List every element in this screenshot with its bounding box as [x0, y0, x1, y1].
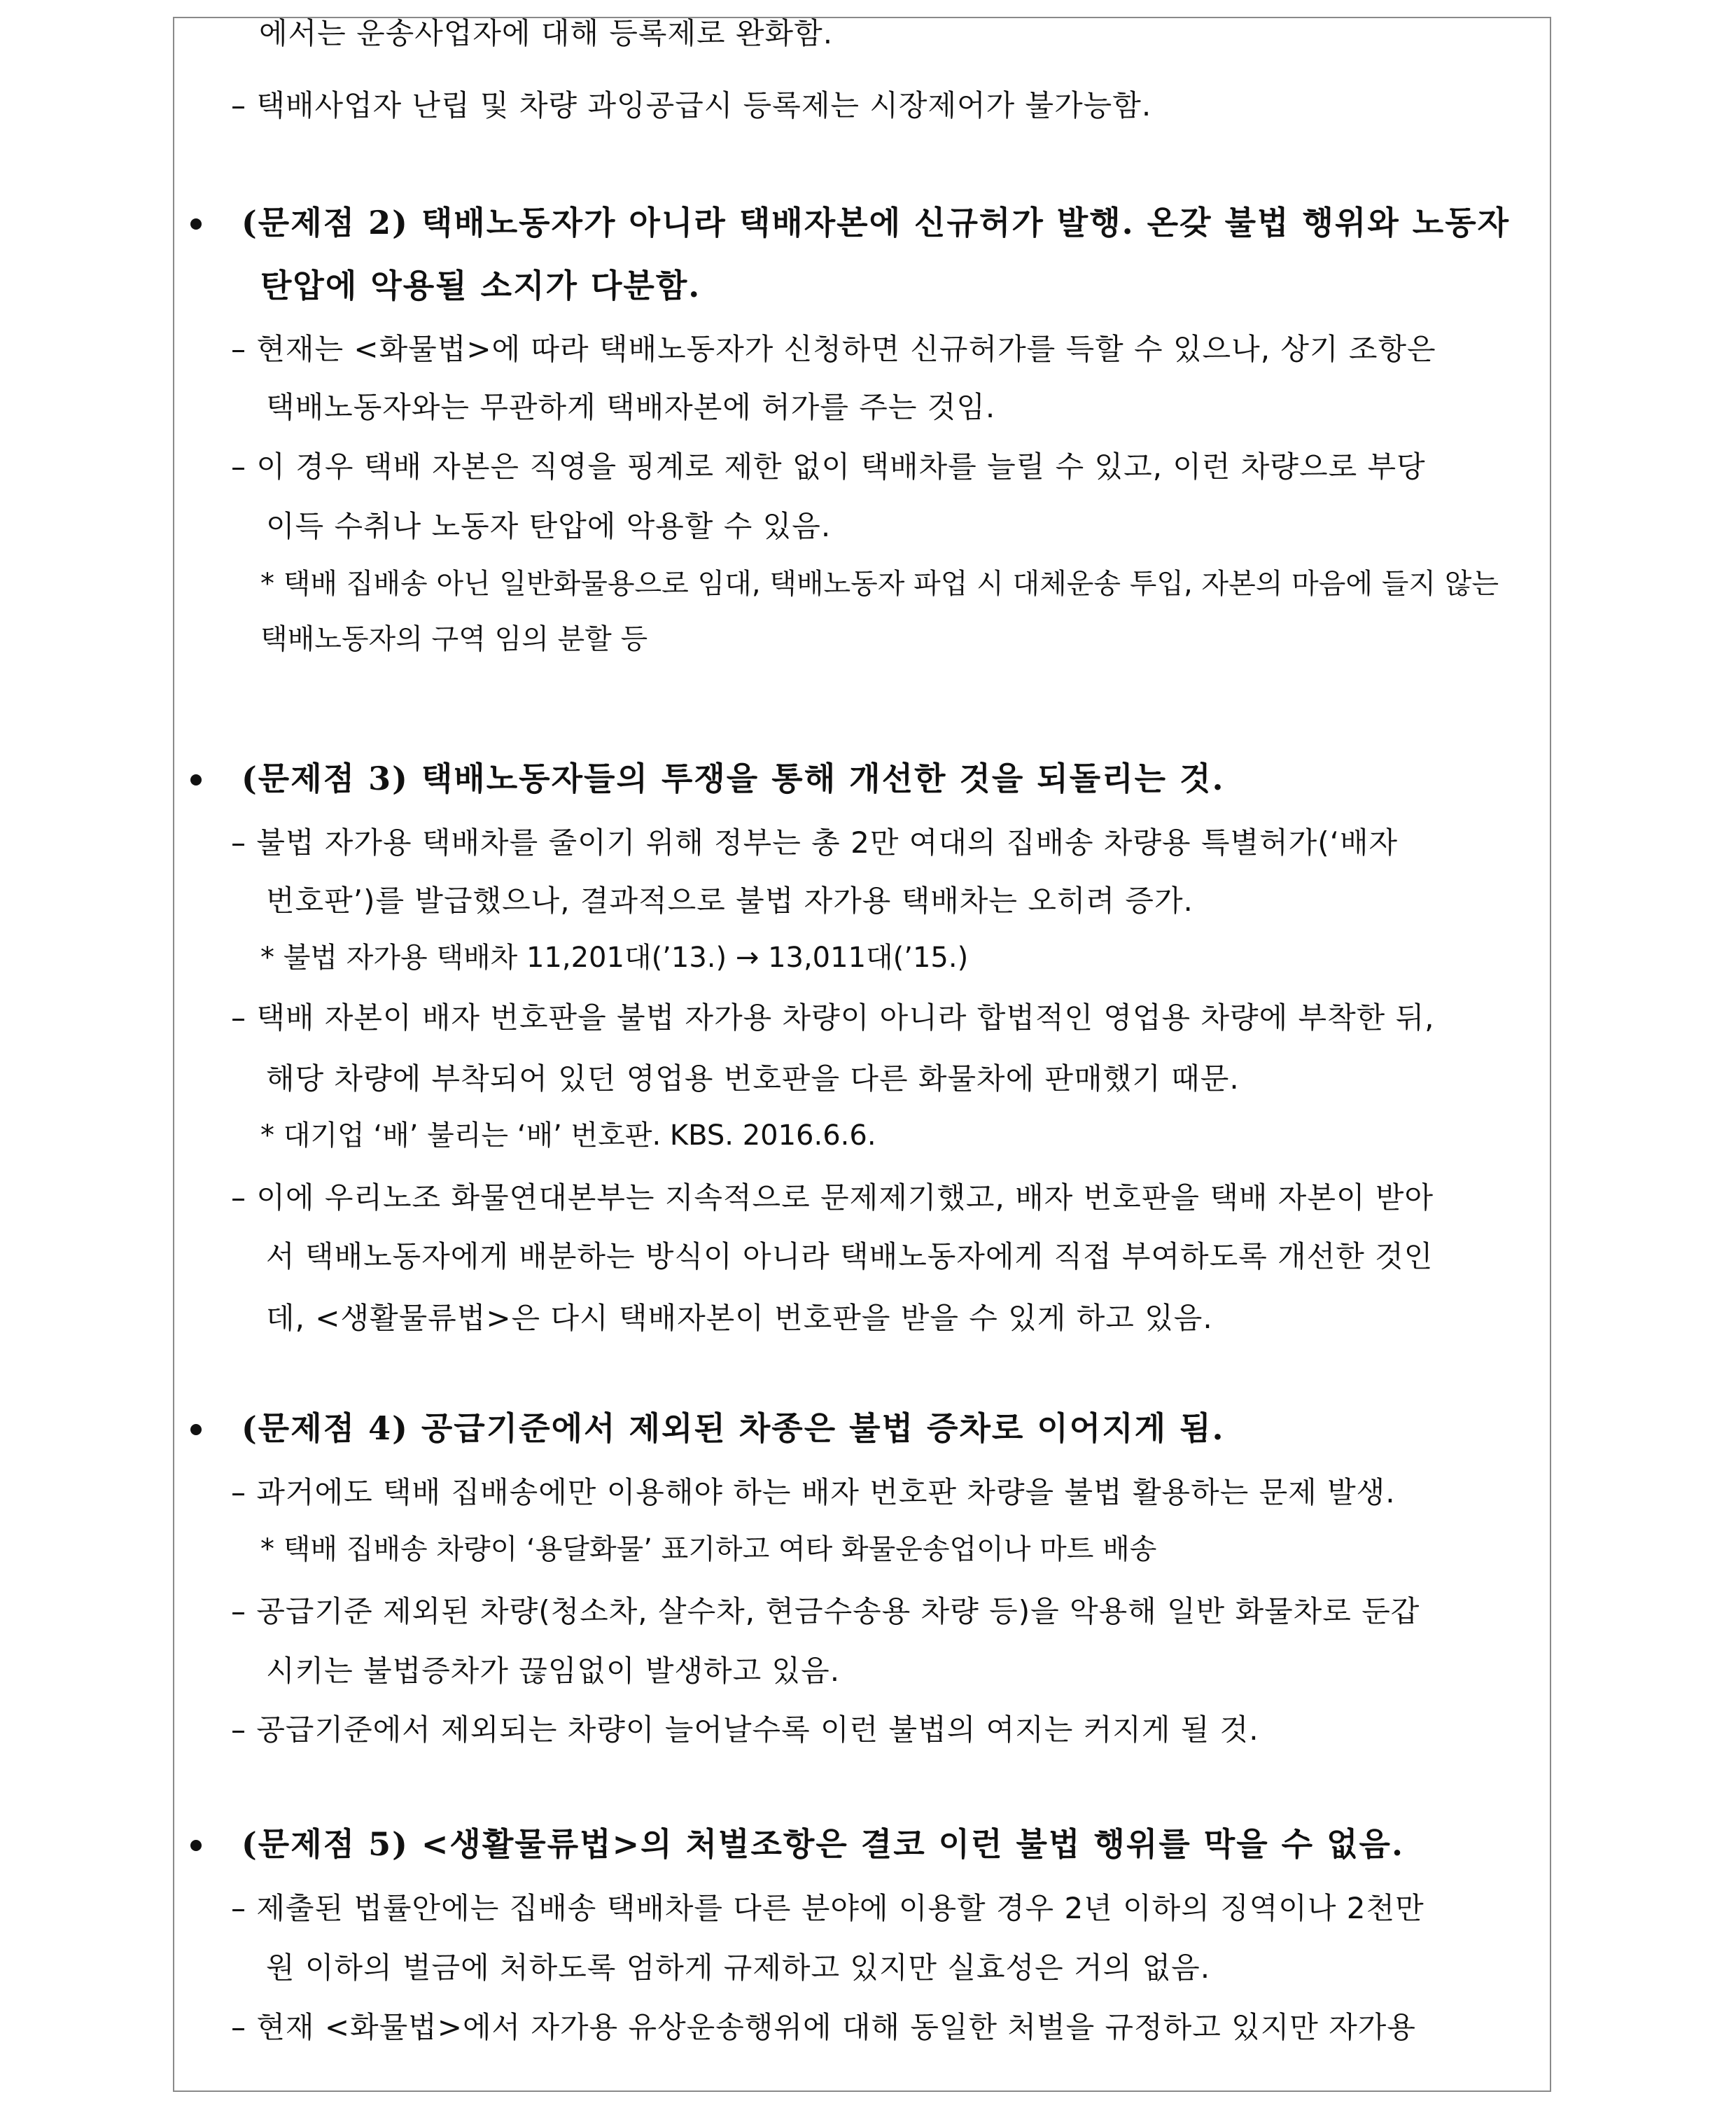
- section-heading: (문제점 3) 택배노동자들의 투쟁을 통해 개선한 것을 되돌리는 것.: [241, 760, 1225, 797]
- text-line: 서 택배노동자에게 배분하는 방식이 아니라 택배노동자에게 직접 부여하도록 개선한 것인: [266, 1239, 1434, 1273]
- text-line: 번호판’)를 발급했으나, 결과적으로 불법 자가용 택배차는 오히려 증가.: [266, 884, 1194, 918]
- text-line: – 공급기준 제외된 차량(청소차, 살수차, 현금수송용 차량 등)을 악용해 일반 화물차로 둔갑: [231, 1594, 1420, 1628]
- text-line: 에서는 운송사업자에 대해 등록제로 완화함.: [259, 16, 834, 50]
- text-line: – 택배 자본이 배자 번호판을 불법 자가용 차량이 아니라 합법적인 영업용 차량에 부착한 뒤,: [231, 1000, 1435, 1035]
- text-line: – 불법 자가용 택배차를 줄이기 위해 정부는 총 2만 여대의 집배송 차량용 특별허가(‘배자: [231, 825, 1399, 860]
- text-line: – 현재 <화물법>에서 자가용 유상운송행위에 대해 동일한 처벌을 규정하고 있지만 자가용: [231, 2010, 1416, 2044]
- document-frame: [173, 17, 1551, 2092]
- text-line: – 과거에도 택배 집배송에만 이용해야 하는 배자 번호판 차량을 불법 활용하는 문제 발생.: [231, 1475, 1396, 1509]
- text-line: – 제출된 법률안에는 집배송 택배차를 다른 분야에 이용할 경우 2년 이하의 징역이나 2천만: [231, 1891, 1424, 1925]
- text-line: – 이 경우 택배 자본은 직영을 핑계로 제한 없이 택배차를 늘릴 수 있고, 이런 차량으로 부당: [231, 449, 1426, 484]
- text-line: 원 이하의 벌금에 처하도록 엄하게 규제하고 있지만 실효성은 거의 없음.: [266, 1950, 1211, 1985]
- text-line: – 공급기준에서 제외되는 차량이 늘어날수록 이런 불법의 여지는 커지게 될 것.: [231, 1712, 1259, 1747]
- text-line: – 이에 우리노조 화물연대본부는 지속적으로 문제제기했고, 배자 번호판을 택배 자본이 받아: [231, 1180, 1434, 1215]
- bullet-icon: [190, 1840, 202, 1851]
- text-line: 시키는 불법증차가 끊임없이 발생하고 있음.: [266, 1654, 841, 1688]
- text-line: 데, <생활물류법>은 다시 택배자본이 번호판을 받을 수 있게 하고 있음.: [266, 1301, 1213, 1335]
- section-heading: (문제점 5) <생활물류법>의 처벌조항은 결코 이런 불법 행위를 막을 수 없음.: [241, 1825, 1404, 1863]
- section-heading: 탄압에 악용될 소지가 다분함.: [260, 267, 701, 305]
- text-line: 해당 차량에 부착되어 있던 영업용 번호판을 다른 화물차에 판매했기 때문.: [266, 1061, 1240, 1096]
- text-line: – 택배사업자 난립 및 차량 과잉공급시 등록제는 시장제어가 불가능함.: [231, 88, 1152, 123]
- footnote: * 대기업 ‘배’ 불리는 ‘배’ 번호판. KBS. 2016.6.6.: [260, 1119, 876, 1152]
- text-line: 택배노동자와는 무관하게 택배자본에 허가를 주는 것임.: [266, 390, 996, 424]
- text-line: – 현재는 <화물법>에 따라 택배노동자가 신청하면 신규허가를 득할 수 있으나, 상기 조항은: [231, 332, 1436, 366]
- text-line: 이득 수취나 노동자 탄압에 악용할 수 있음.: [266, 509, 832, 543]
- section-heading: (문제점 4) 공급기준에서 제외된 차종은 불법 증차로 이어지게 됨.: [241, 1409, 1225, 1447]
- footnote: * 불법 자가용 택배차 11,201대(’13.) → 13,011대(’15.): [260, 942, 969, 974]
- footnote: * 택배 집배송 아닌 일반화물용으로 임대, 택배노동자 파업 시 대체운송 투입, 자본의 마음에 들지 않는: [260, 568, 1499, 600]
- bullet-icon: [190, 1424, 202, 1435]
- footnote: * 택배 집배송 차량이 ‘용달화물’ 표기하고 여타 화물운송업이나 마트 배송: [260, 1533, 1157, 1565]
- bullet-icon: [190, 774, 202, 786]
- section-heading: (문제점 2) 택배노동자가 아니라 택배자본에 신규허가 발행. 온갖 불법 행위와 노동자: [241, 204, 1511, 242]
- bullet-icon: [190, 218, 202, 230]
- footnote: 택배노동자의 구역 임의 분할 등: [260, 623, 648, 655]
